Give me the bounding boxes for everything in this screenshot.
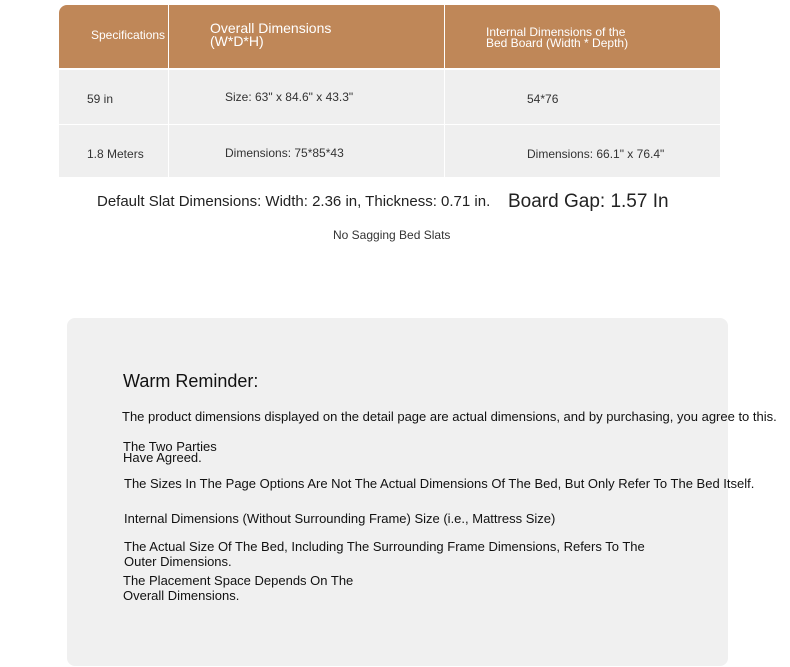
row-spec: 1.8 Meters: [87, 147, 144, 161]
dimensions-table: [59, 5, 720, 177]
reminder-line: The Sizes In The Page Options Are Not The Actual Dimensions Of The Bed, But Only Refer To The Bed Itself.: [124, 476, 755, 491]
header-overall-dimensions: Overall Dimensions (W*D*H): [210, 20, 332, 49]
warm-reminder-panel: [67, 318, 777, 666]
row-internal: Dimensions: 66.1" x 76.4": [527, 147, 665, 161]
reminder-line: The product dimensions displayed on the detail page are actual dimensions, and by purchasing, you agree to this.: [122, 409, 777, 424]
column-divider: [168, 5, 169, 177]
board-gap-text: Board Gap: 1.57 In: [508, 191, 669, 212]
table-row: [59, 70, 720, 124]
reminder-line: The Placement Space Depends On The Overall Dimensions.: [123, 573, 354, 603]
reminder-line: The Two Parties Have Agreed.: [123, 439, 217, 465]
slat-dimensions-text: Default Slat Dimensions: Width: 2.36 in, Thickness: 0.71 in.: [97, 193, 491, 210]
column-divider: [444, 5, 445, 177]
no-sagging-caption: No Sagging Bed Slats: [333, 228, 451, 242]
table-row: [59, 125, 720, 177]
reminder-line: Internal Dimensions (Without Surrounding Frame) Size (i.e., Mattress Size): [124, 511, 556, 526]
row-overall: Size: 63" x 84.6" x 43.3": [225, 90, 354, 104]
table-header: [59, 5, 720, 68]
row-spec: 59 in: [87, 92, 114, 106]
reminder-line: The Actual Size Of The Bed, Including The Surrounding Frame Dimensions, Refers To The Outer Dimensions.: [124, 539, 645, 569]
row-internal: 54*76: [527, 92, 559, 106]
header-internal-dimensions: Internal Dimensions of the Bed Board (Width * Depth): [486, 25, 629, 50]
reminder-title: Warm Reminder:: [123, 371, 259, 391]
row-overall: Dimensions: 75*85*43: [225, 146, 344, 160]
header-specifications: Specifications: [91, 28, 166, 42]
